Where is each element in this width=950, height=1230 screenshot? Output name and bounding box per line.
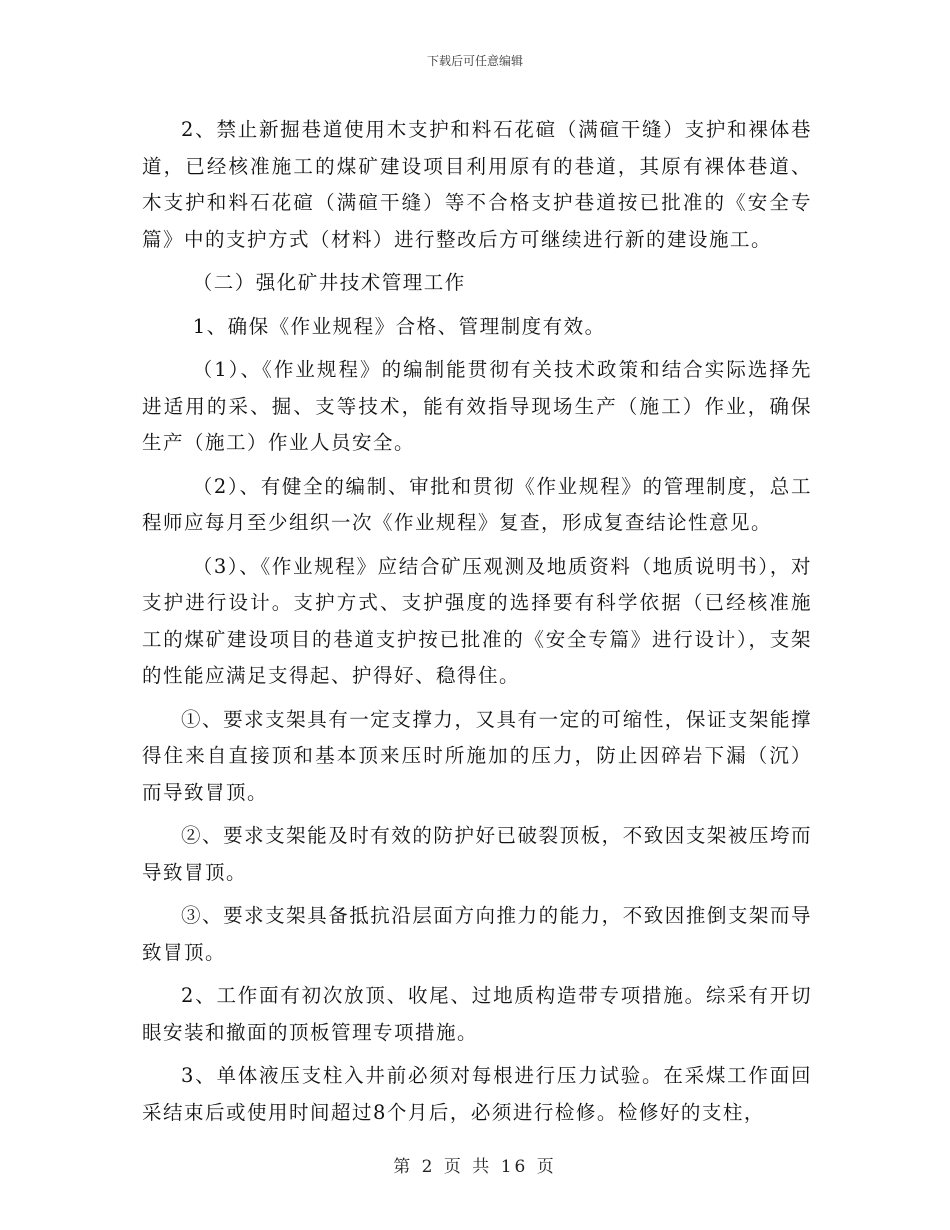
paragraph-circled-3-resist-thrust: ③、要求支架具备抵抗沿层面方向推力的能力，不致因推倒支架而导致冒顶。 xyxy=(142,904,812,964)
paragraph-circled-2-protect-roof: ②、要求支架能及时有效的防护好已破裂顶板，不致因支架被压垮而导致冒顶。 xyxy=(142,824,812,884)
page-number-footer: 第 2 页 共 16 页 xyxy=(393,1157,557,1177)
paragraph-circled-1-support-force: ①、要求支架具有一定支撑力，又具有一定的可缩性，保证支架能撑得住来自直接顶和基本顶来压时所施加的压力，防止因碎岩下漏（沉）而导致冒顶。 xyxy=(142,707,812,804)
document-body xyxy=(142,112,812,1138)
paragraph-item-1-ensure-regulations: 1、确保《作业规程》合格、管理制度有效。 xyxy=(192,314,606,338)
page-header: 下载后可任意编辑 xyxy=(426,54,523,68)
paragraph-sub-1-compilation: （1）、《作业规程》的编制能贯彻有关技术政策和结合实际选择先进适用的采、掘、支等技术，能有效指导现场生产（施工）作业，确保生产（施工）作业人员安全。 xyxy=(142,358,812,454)
paragraph-item-2-ban-wood-support: 2、禁止新掘巷道使用木支护和料石花碹（满碹干缝）支护和裸体巷道，已经核准施工的煤矿建设项目利用原有的巷道，其原有裸体巷道、木支护和料石花碹（满碹干缝）等不合格支护巷道按已批准的《安全专篇》中的支护方式（材料）进行整改后方可继续进行新的建设施工。 xyxy=(142,118,812,251)
paragraph-sub-3-support-design: （3）、《作业规程》应结合矿压观测及地质资料（地质说明书），对支护进行设计。支护方式、支护强度的选择要有科学依据（已经核准施工的煤矿建设项目的巷道支护按已批准的《安全专篇》进行设计），支架的性能应满足支得起、护得好、稳得住。 xyxy=(142,554,812,687)
paragraph-item-3-hydraulic-props: 3、单体液压支柱入井前必须对每根进行压力试验。在采煤工作面回采结束后或使用时间超过8个月后，必须进行检修。检修好的支柱， xyxy=(142,1064,812,1124)
section-heading-technical-management: （二）强化矿井技术管理工作 xyxy=(192,271,466,294)
paragraph-sub-2-review-system: （2）、有健全的编制、审批和贯彻《作业规程》的管理制度，总工程师应每月至少组织一次《作业规程》复查，形成复查结论性意见。 xyxy=(142,474,812,534)
paragraph-item-2-special-measures: 2、工作面有初次放顶、收尾、过地质构造带专项措施。综采有开切眼安装和撤面的顶板管理专项措施。 xyxy=(142,984,812,1044)
